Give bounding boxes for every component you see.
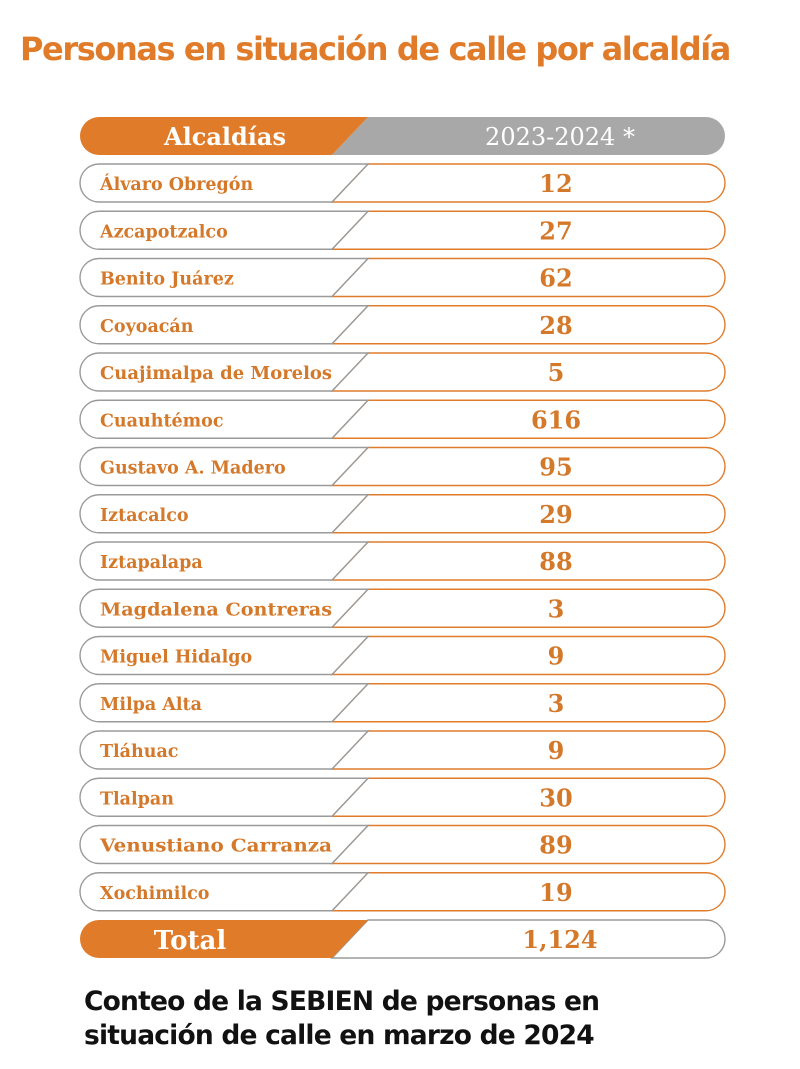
caption-line-2: situación de calle en marzo de 2024	[84, 1020, 594, 1051]
row-value-cell	[332, 778, 725, 816]
row-value-cell	[332, 211, 725, 249]
row-value: 5	[547, 358, 565, 387]
row-name: Tlalpan	[100, 789, 174, 810]
row-name: Venustiano Carranza	[98, 836, 333, 857]
row-value: 29	[539, 499, 573, 529]
row-value-cell	[332, 448, 725, 486]
row-name: Cuajimalpa de Morelos	[100, 364, 333, 384]
row-value-cell	[332, 353, 725, 391]
row-value: 9	[547, 736, 565, 765]
row-name: Iztacalco	[100, 505, 189, 526]
row-value: 88	[539, 547, 573, 576]
row-value: 30	[539, 783, 573, 813]
row-value: 3	[547, 594, 565, 624]
row-value-cell	[332, 495, 725, 533]
row-value: 3	[547, 688, 565, 718]
row-name: Milpa Alta	[100, 694, 202, 715]
row-value: 27	[539, 216, 573, 246]
row-name: Magdalena Contreras	[100, 600, 333, 621]
caption	[84, 985, 784, 1053]
row-name: Álvaro Obregón	[100, 175, 254, 195]
row-value-cell	[332, 589, 725, 627]
row-name: Benito Juárez	[100, 269, 234, 290]
chart-title: Personas en situación de calle por alcaldía	[20, 30, 730, 68]
row-name: Xochimilco	[100, 883, 210, 904]
row-name: Coyoacán	[100, 316, 194, 337]
row-value-cell	[332, 637, 725, 675]
row-value-cell	[332, 164, 725, 202]
row-value-cell	[332, 873, 725, 911]
row-name: Azcapotzalco	[100, 222, 228, 243]
total-value: 1,124	[522, 925, 598, 954]
row-name: Miguel Hidalgo	[100, 647, 253, 668]
row-value: 9	[547, 641, 565, 671]
row-name: Cuauhtémoc	[100, 411, 224, 432]
row-value-cell	[332, 731, 725, 769]
row-value: 616	[530, 405, 582, 435]
row-name: Gustavo A. Madero	[100, 458, 286, 479]
row-value: 89	[539, 830, 573, 860]
row-name: Tláhuac	[100, 742, 179, 762]
caption-line-1: Conteo de la SEBIEN de personas en	[84, 986, 600, 1017]
row-value-cell	[332, 400, 725, 438]
header-label-alcaldias: Alcaldías	[164, 122, 286, 151]
total-label: Total	[153, 926, 227, 956]
row-value: 19	[539, 877, 573, 907]
header-label-year: 2023-2024 *	[485, 123, 635, 151]
row-value-cell	[332, 826, 725, 864]
row-value: 95	[539, 452, 573, 482]
row-value: 28	[539, 310, 573, 340]
row-value: 12	[539, 169, 573, 198]
row-name: Iztapalapa	[100, 553, 203, 573]
row-value-cell	[332, 684, 725, 722]
row-value-cell	[332, 306, 725, 344]
row-value-cell	[332, 259, 725, 297]
row-value-cell	[332, 542, 725, 580]
row-value: 62	[539, 263, 573, 293]
